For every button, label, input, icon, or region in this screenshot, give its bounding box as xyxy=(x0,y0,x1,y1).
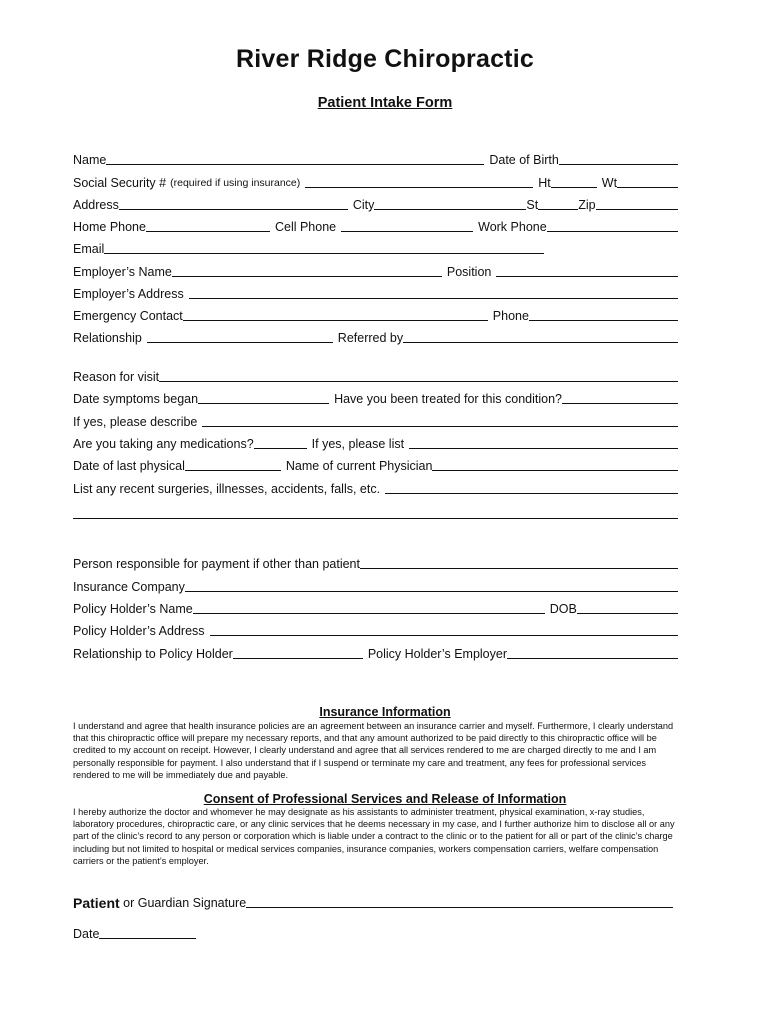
row-ssn xyxy=(73,174,678,190)
insurance-company-field[interactable] xyxy=(185,591,678,592)
address-label: Address xyxy=(73,198,119,212)
employer-name-label: Employer’s Name xyxy=(73,265,172,279)
insurance-company-label: Insurance Company xyxy=(73,580,185,594)
work-phone-label: Work Phone xyxy=(478,220,547,234)
last-physical-label: Date of last physical xyxy=(73,459,185,473)
row-emergency xyxy=(73,307,678,323)
row-relationship-holder xyxy=(73,645,678,661)
relationship-holder-field[interactable] xyxy=(233,658,363,659)
height-label: Ht xyxy=(538,176,551,190)
email-label: Email xyxy=(73,242,105,256)
emergency-contact-label: Emergency Contact xyxy=(73,309,183,323)
insurance-info-title: Insurance Information xyxy=(319,705,451,719)
medications-field[interactable] xyxy=(254,448,307,449)
position-field[interactable] xyxy=(496,276,678,277)
row-physical xyxy=(73,457,678,473)
holder-dob-field[interactable] xyxy=(577,613,678,614)
history-label: List any recent surgeries, illnesses, accidents, falls, etc. xyxy=(73,482,381,496)
weight-field[interactable] xyxy=(617,187,678,188)
row-responsible xyxy=(73,555,678,571)
describe-field[interactable] xyxy=(202,426,678,427)
row-insurance-company xyxy=(73,578,678,594)
referred-by-label: Referred by xyxy=(337,331,404,345)
relationship-field[interactable] xyxy=(147,342,333,343)
row-date xyxy=(73,923,678,941)
emergency-phone-label: Phone xyxy=(492,309,529,323)
zip-label: Zip xyxy=(578,198,596,212)
ssn-note: (required if using insurance) xyxy=(170,177,301,189)
state-field[interactable] xyxy=(538,209,578,210)
list-label: If yes, please list xyxy=(311,437,405,451)
row-policy-address xyxy=(73,622,678,638)
dob-label: Date of Birth xyxy=(489,153,559,167)
responsible-field[interactable] xyxy=(360,568,678,569)
row-medications xyxy=(73,435,678,451)
height-field[interactable] xyxy=(551,187,597,188)
employer-address-label: Employer’s Address xyxy=(73,287,184,301)
treated-before-label: Have you been treated for this condition? xyxy=(334,392,562,406)
city-field[interactable] xyxy=(374,209,526,210)
symptoms-began-label: Date symptoms began xyxy=(73,392,199,406)
row-history xyxy=(73,480,678,496)
consent-title: Consent of Professional Services and Release of Information xyxy=(203,792,567,806)
home-phone-label: Home Phone xyxy=(73,220,146,234)
emergency-phone-field[interactable] xyxy=(529,320,678,321)
ssn-label: Social Security # xyxy=(73,176,167,190)
weight-label: Wt xyxy=(601,176,618,190)
row-name xyxy=(73,151,678,167)
guardian-signature-label: or Guardian Signature xyxy=(119,896,247,910)
responsible-label: Person responsible for payment if other than patient xyxy=(73,557,360,571)
policy-holder-address-field[interactable] xyxy=(210,635,678,636)
relationship-holder-label: Relationship to Policy Holder xyxy=(73,647,233,661)
last-physical-field[interactable] xyxy=(185,470,281,471)
holder-employer-field[interactable] xyxy=(507,658,678,659)
symptoms-began-field[interactable] xyxy=(198,403,329,404)
referred-by-field[interactable] xyxy=(403,342,678,343)
form-subtitle: Patient Intake Form xyxy=(317,95,453,111)
date-label: Date xyxy=(73,927,100,941)
emergency-contact-field[interactable] xyxy=(183,320,488,321)
employer-name-field[interactable] xyxy=(172,276,442,277)
employer-address-field[interactable] xyxy=(189,298,678,299)
physician-field[interactable] xyxy=(432,470,678,471)
home-phone-field[interactable] xyxy=(146,231,270,232)
medications-label: Are you taking any medications? xyxy=(73,437,254,451)
row-phones xyxy=(73,218,678,234)
treated-before-field[interactable] xyxy=(562,403,678,404)
history-extra-line[interactable] xyxy=(73,518,678,519)
row-email xyxy=(73,240,678,256)
relationship-label: Relationship xyxy=(73,331,142,345)
email-field[interactable] xyxy=(104,253,544,254)
work-phone-field[interactable] xyxy=(547,231,678,232)
state-label: St xyxy=(526,198,539,212)
row-address xyxy=(73,196,678,212)
describe-label: If yes, please describe xyxy=(73,415,198,429)
ssn-field[interactable] xyxy=(305,187,533,188)
row-reason xyxy=(73,368,678,384)
row-signature xyxy=(73,892,678,910)
physician-label: Name of current Physician xyxy=(285,459,433,473)
cell-phone-label: Cell Phone xyxy=(274,220,337,234)
row-relationship xyxy=(73,329,678,345)
city-label: City xyxy=(352,198,375,212)
address-field[interactable] xyxy=(119,209,348,210)
holder-dob-label: DOB xyxy=(549,602,577,616)
reason-label: Reason for visit xyxy=(73,370,160,384)
row-symptoms xyxy=(73,390,678,406)
row-employer-address xyxy=(73,285,678,301)
holder-employer-label: Policy Holder’s Employer xyxy=(367,647,507,661)
list-field[interactable] xyxy=(409,448,678,449)
policy-holder-address-label: Policy Holder’s Address xyxy=(73,624,205,638)
dob-field[interactable] xyxy=(559,164,678,165)
row-policy-holder xyxy=(73,600,678,616)
date-field[interactable] xyxy=(99,938,196,939)
clinic-title: River Ridge Chiropractic xyxy=(236,45,534,73)
cell-phone-field[interactable] xyxy=(341,231,473,232)
zip-field[interactable] xyxy=(596,209,678,210)
position-label: Position xyxy=(446,265,492,279)
insurance-info-text: I understand and agree that health insurance policies are an agreement between an insurance carrier and myself. Furthermore, I clearly understand that this chiropractic office will prepare my necessary reports, and that any amount authorized to be paid directly to this chiropractic office will be credited to my account on receipt. However, I clearly understand and agree that all services rendered to me are charged directly to me and I am personally responsible for payment. I also understand that if I suspend or terminate my care and treatment, any fees for professional services rendered to me will be immediately due and payable. xyxy=(73,721,674,780)
name-label: Name xyxy=(73,153,107,167)
name-field[interactable] xyxy=(106,164,484,165)
row-employer xyxy=(73,263,678,279)
reason-field[interactable] xyxy=(159,381,678,382)
consent-text: I hereby authorize the doctor and whomever he may designate as his assistants to administer treatment, physical examination, x-ray studies, laboratory procedures, chiropractic care, or any clinic services that he deems necessary in my case, and I further authorize him to disclose all or any part of the clinic’s record to any person or corporation which is liable under a contract to the clinic or to the patient for all or part of the clinic’s charge including but not limited to hospital or medical services companies, insurance companies, workers compensation carriers, welfare compensation carriers or the patient’s employer. xyxy=(73,807,675,866)
policy-holder-name-label: Policy Holder’s Name xyxy=(73,602,193,616)
row-describe xyxy=(73,413,678,429)
signature-field[interactable] xyxy=(246,907,673,908)
patient-label: Patient xyxy=(73,895,120,911)
policy-holder-name-field[interactable] xyxy=(193,613,545,614)
history-field[interactable] xyxy=(385,493,678,494)
